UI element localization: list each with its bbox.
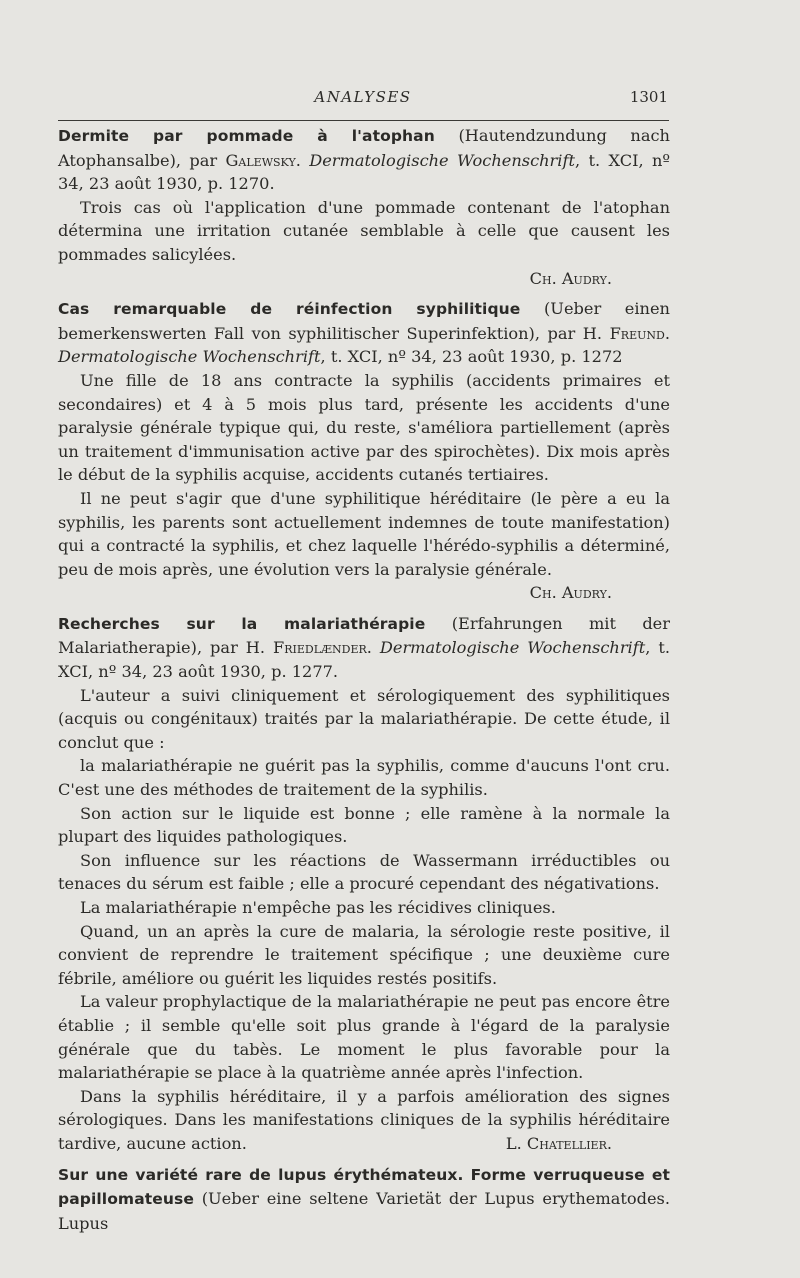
author-name: Friedlænder xyxy=(273,638,367,658)
journal-name: Dermatologische Wochenschrift xyxy=(379,638,646,658)
paragraph: La malariathérapie n'empêche pas les récidives cliniques. xyxy=(80,898,556,917)
running-title: ANALYSES xyxy=(314,88,412,106)
citation-text: , t. XCI, nº 34, 23 août 1930, p. 1270. xyxy=(58,150,671,194)
paragraph: Quand, un an après la cure de malaria, la sérologie reste positive, il convient de reprendre le traitement spécifique ; une deuxième cure fébrile, améliore ou guérit les liquides restés positifs. xyxy=(58,921,670,988)
signature: L. Chatellier. xyxy=(505,1133,612,1153)
article-title: Dermite par pommade à l'atophan xyxy=(58,127,435,145)
citation-text: . xyxy=(664,323,670,343)
author-name: Freund xyxy=(609,323,665,343)
paragraph: Une fille de 18 ans contracte la syphilis (accidents primaires et secondaires) et 4 à 5 mois plus tard, présente les accidents d'une paralysie générale typique qui, du reste, s'améliora partiellement (après un traitement d'immunisation active par des spirochètes). Dix mois après le début de la syphilis acquise, accidents cutanés tertiaires. xyxy=(58,370,670,485)
citation-text: , t. XCI, nº 34, 23 août 1930, p. 1272 xyxy=(320,347,623,367)
article-heading xyxy=(58,612,670,684)
paragraph: la malariathérapie ne guérit pas la syphilis, comme d'aucuns l'ont cru. C'est une des méthodes de traitement de la syphilis. xyxy=(58,756,670,800)
citation-text: (Erfahrungen mit der Malariatherapie), par H. xyxy=(58,613,671,658)
paragraph: Il ne peut s'agir que d'une syphilitique héréditaire (le père a eu la syphilis, les parents sont actuellement indemnes de toute manifestation) qui a contracté la syphilis, et chez laquelle l'hérédo-syphilis a déterminé, peu de mois après, une évolution vers la paralysie générale. xyxy=(58,488,670,579)
journal-name: Dermatologische Wochenschrift xyxy=(309,150,575,170)
article-heading xyxy=(58,297,670,369)
article-heading xyxy=(58,124,670,196)
running-head xyxy=(58,88,668,110)
signature: Ch. Audry. xyxy=(529,583,612,603)
paragraph: L'auteur a suivi cliniquement et sérologiquement des syphilitiques (acquis ou congénitaux) traités par la malariathérapie. De cette étude, il conclut que : xyxy=(58,685,670,752)
article-title: Cas remarquable de réinfection syphilitique xyxy=(58,300,521,319)
paragraph: Son action sur le liquide est bonne ; elle ramène à la normale la plupart des liquides pathologiques. xyxy=(58,803,670,847)
citation-text: (Ueber einen bemerkenswerten Fall von syphilitischer Superinfektion), par H. xyxy=(58,299,670,343)
page-number: 1301 xyxy=(629,88,668,106)
citation-text: (Hautendzundung nach Atophansalbe), par xyxy=(58,126,670,170)
article-heading xyxy=(58,1163,670,1236)
paragraph: Trois cas où l'application d'une pommade contenant de l'atophan détermina une irritation cutanée semblable à celle que causent les pommades salicylées. xyxy=(58,197,670,264)
paragraph: Dans la syphilis héréditaire, il y a parfois amélioration des signes sérologiques. Dans les manifestations cliniques de la syphilis héréditaire tardive, aucune action. xyxy=(58,1086,670,1153)
signature: Ch. Audry. xyxy=(529,268,612,288)
citation-text: . xyxy=(295,150,310,170)
journal-name: Dermatologische Wochenschrift xyxy=(58,347,321,367)
body-text xyxy=(58,124,670,1235)
citation-text: . xyxy=(366,638,380,658)
article-title: Sur une variété rare de lupus érythémateux. Forme verruqueuse et papillomateuse xyxy=(58,1165,670,1209)
header-rule xyxy=(58,120,669,121)
author-name: Galewsky xyxy=(225,150,296,170)
article-title: Recherches sur la malariathérapie xyxy=(58,614,426,633)
citation-text: , t. XCI, nº 34, 23 août 1930, p. 1277. xyxy=(58,638,670,682)
paragraph: La valeur prophylactique de la malariathérapie ne peut pas encore être établie ; il semble qu'elle soit plus grande à l'égard de la paralysie générale que du tabès. Le moment le plus favorable pour la malariathérapie se place à la quatrième année après l'infection. xyxy=(58,992,670,1083)
paragraph: Son influence sur les réactions de Wassermann irréductibles ou tenaces du sérum est faible ; elle a procuré cependant des négativations. xyxy=(58,850,670,894)
citation-text: (Ueber eine seltene Varietät der Lupus erythematodes. Lupus xyxy=(58,1189,670,1233)
